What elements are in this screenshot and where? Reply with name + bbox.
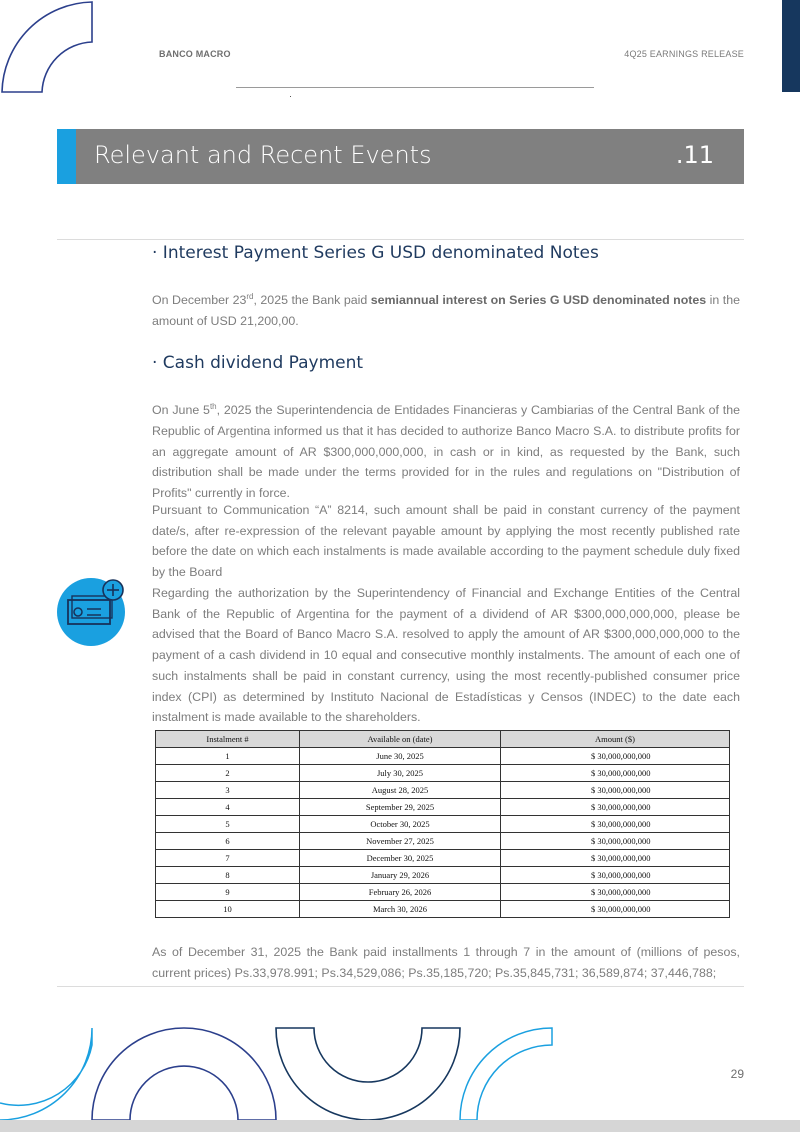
dividend-cash-icon (57, 578, 125, 646)
header-amount: Amount ($) (501, 731, 730, 748)
cell-amount: $ 30,000,000,000 (501, 901, 730, 918)
corner-bar (782, 0, 800, 92)
header-instalment: Instalment # (156, 731, 300, 748)
cell-amount: $ 30,000,000,000 (501, 799, 730, 816)
cell-date: December 30, 2025 (300, 850, 501, 867)
page-number: 29 (730, 1067, 744, 1081)
table-row (156, 850, 730, 867)
cell-date: October 30, 2025 (300, 816, 501, 833)
cell-date: January 29, 2026 (300, 867, 501, 884)
banner-title: Relevant and Recent Events (94, 141, 432, 169)
table-row (156, 867, 730, 884)
table-header-row (156, 731, 730, 748)
cell-amount: $ 30,000,000,000 (501, 765, 730, 782)
instalment-table (155, 730, 730, 918)
banner-number: .11 (675, 141, 714, 169)
cell-instalment: 3 (156, 782, 300, 799)
header-dot (290, 96, 291, 97)
header-divider (236, 87, 594, 88)
cell-date: September 29, 2025 (300, 799, 501, 816)
table-row (156, 884, 730, 901)
cell-amount: $ 30,000,000,000 (501, 884, 730, 901)
cell-amount: $ 30,000,000,000 (501, 867, 730, 884)
header-available-date: Available on (date) (300, 731, 501, 748)
cell-instalment: 6 (156, 833, 300, 850)
cell-instalment: 10 (156, 901, 300, 918)
cell-amount: $ 30,000,000,000 (501, 850, 730, 867)
header-report: 4Q25 EARNINGS RELEASE (624, 49, 744, 59)
cell-instalment: 7 (156, 850, 300, 867)
cell-amount: $ 30,000,000,000 (501, 782, 730, 799)
cell-instalment: 5 (156, 816, 300, 833)
top-rule (57, 239, 744, 240)
dividend-paragraph-2: Pursuant to Communication “A” 8214, such amount shall be paid in constant currency of the payment date/s, after re-expression of the relevant payable amount by applying the most recently published rate before the date on which each instalments is made available according to the payment schedule duly fixed by the Board (152, 503, 740, 580)
table-row (156, 799, 730, 816)
interest-paragraph: On December 23rd, 2025 the Bank paid semiannual interest on Series G USD denominated notes in the amount of USD 21,200,00. (152, 292, 740, 328)
cell-date: August 28, 2025 (300, 782, 501, 799)
cell-instalment: 2 (156, 765, 300, 782)
cell-amount: $ 30,000,000,000 (501, 748, 730, 765)
table-row (156, 765, 730, 782)
cell-instalment: 8 (156, 867, 300, 884)
section-heading-dividend: · Cash dividend Payment (152, 353, 364, 373)
dividend-paragraph-1: On June 5th, 2025 the Superintendencia de Entidades Financieras y Cambiarias of the Central Bank of the Republic of Argentina informed us that it has decided to authorize Banco Macro S.A. to distribute profits for an aggregate amount of AR $300,000,000,000, in cash or in kind, as requested by the Bank, such distribution shall be made under the terms provided for in the rules and regulations on "Distribution of Profits" currently in force. (152, 402, 740, 500)
cell-date: March 30, 2026 (300, 901, 501, 918)
cell-date: November 27, 2025 (300, 833, 501, 850)
cell-amount: $ 30,000,000,000 (501, 833, 730, 850)
table-row (156, 816, 730, 833)
bottom-rule (57, 986, 744, 987)
table-row (156, 782, 730, 799)
arc-decoration-icon (0, 0, 100, 95)
footer-bar (0, 1120, 800, 1132)
cell-instalment: 1 (156, 748, 300, 765)
cell-date: February 26, 2026 (300, 884, 501, 901)
closing-paragraph: As of December 31, 2025 the Bank paid installments 1 through 7 in the amount of (millions of pesos, current prices) Ps.33,978.991; Ps.34,529,086; Ps.35,185,720; Ps.35,845,731; 36,589,874; 37,446,788; (152, 945, 740, 980)
cell-date: July 30, 2025 (300, 765, 501, 782)
section-heading-interest: · Interest Payment Series G USD denominated Notes (152, 243, 599, 263)
dividend-paragraph-3: Regarding the authorization by the Superintendency of Financial and Exchange Entities of the Central Bank of the Republic of Argentina for the payment of a dividend of AR $300,000,000,000, please be advised that the Board of Banco Macro S.A. resolved to apply the amount of AR $300,000,000,000 to the payment of a cash dividend in 10 equal and consecutive monthly instalments. The amount of each one of such instalments shall be paid in constant currency, using the most recently-published consumer price index (CPI) as determined by Instituto Nacional de Estadísticas y Censos (INDEC) to the date each instalment is made available to the shareholders. (152, 586, 740, 725)
section-banner (57, 129, 744, 184)
table-row (156, 833, 730, 850)
table-row (156, 748, 730, 765)
cell-instalment: 4 (156, 799, 300, 816)
cell-amount: $ 30,000,000,000 (501, 816, 730, 833)
cell-date: June 30, 2025 (300, 748, 501, 765)
banner-accent (57, 129, 76, 184)
cell-instalment: 9 (156, 884, 300, 901)
header-company: BANCO MACRO (159, 49, 231, 59)
table-row (156, 901, 730, 918)
footer-arcs-icon (0, 1025, 560, 1123)
